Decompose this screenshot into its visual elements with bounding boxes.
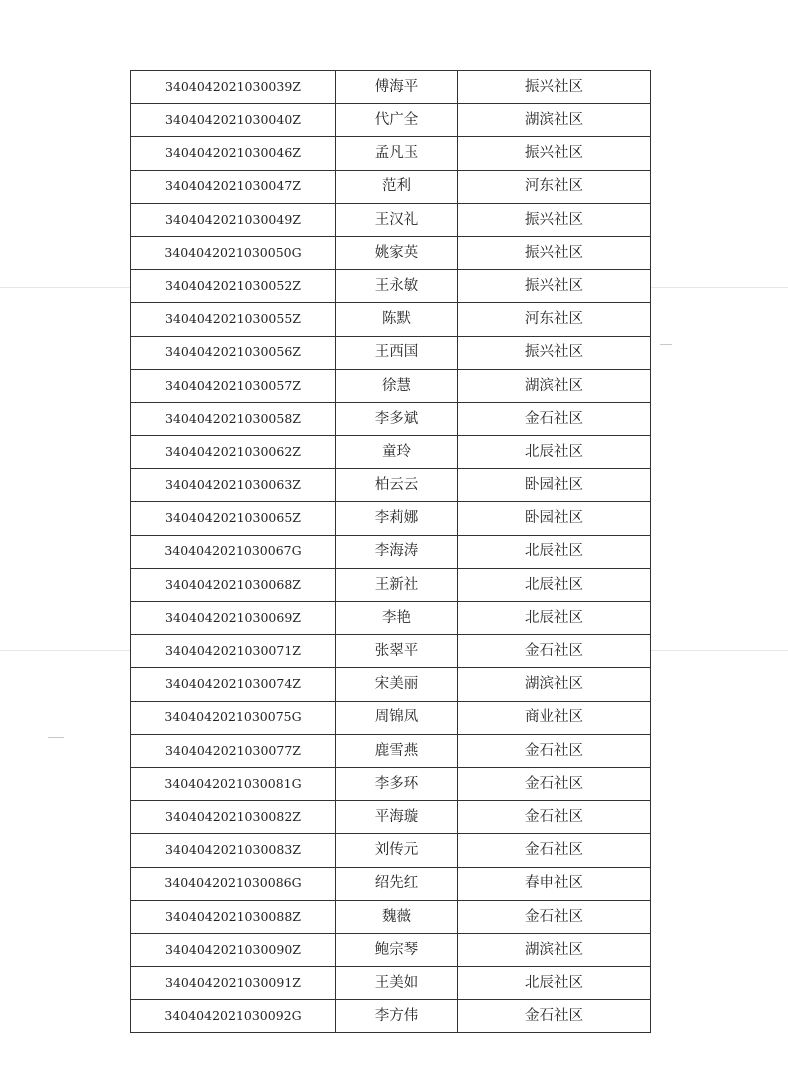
community-cell: 金石社区: [458, 900, 651, 933]
record-id-cell: 3404042021030062Z: [131, 436, 336, 469]
person-name-cell: 柏云云: [336, 469, 458, 502]
community-cell: 振兴社区: [458, 203, 651, 236]
person-name-cell: 童玲: [336, 436, 458, 469]
person-name-cell: 陈默: [336, 303, 458, 336]
table-row: [131, 203, 651, 236]
scan-artifact-line: [0, 287, 130, 288]
scan-artifact-line: [650, 287, 788, 288]
person-name-cell: 绍先红: [336, 867, 458, 900]
community-cell: 商业社区: [458, 701, 651, 734]
table-row: [131, 734, 651, 767]
community-cell: 湖滨社区: [458, 369, 651, 402]
table-row: [131, 137, 651, 170]
community-cell: 北辰社区: [458, 602, 651, 635]
table-row: [131, 336, 651, 369]
community-cell: 金石社区: [458, 767, 651, 800]
community-cell: 卧园社区: [458, 469, 651, 502]
record-id-cell: 3404042021030081G: [131, 767, 336, 800]
person-name-cell: 李多斌: [336, 402, 458, 435]
person-name-cell: 王汉礼: [336, 203, 458, 236]
community-cell: 春申社区: [458, 867, 651, 900]
community-cell: 金石社区: [458, 801, 651, 834]
record-id-cell: 3404042021030068Z: [131, 568, 336, 601]
person-name-cell: 魏薇: [336, 900, 458, 933]
community-cell: 北辰社区: [458, 436, 651, 469]
person-name-cell: 周锦凤: [336, 701, 458, 734]
table-row: [131, 635, 651, 668]
table-row: [131, 568, 651, 601]
table-row: [131, 469, 651, 502]
table-row: [131, 236, 651, 269]
record-id-cell: 3404042021030083Z: [131, 834, 336, 867]
person-name-cell: 李莉娜: [336, 502, 458, 535]
person-name-cell: 王美如: [336, 967, 458, 1000]
record-id-cell: 3404042021030075G: [131, 701, 336, 734]
record-id-cell: 3404042021030069Z: [131, 602, 336, 635]
community-cell: 北辰社区: [458, 967, 651, 1000]
person-name-cell: 刘传元: [336, 834, 458, 867]
person-name-cell: 徐慧: [336, 369, 458, 402]
record-id-cell: 3404042021030058Z: [131, 402, 336, 435]
community-cell: 河东社区: [458, 303, 651, 336]
community-cell: 金石社区: [458, 1000, 651, 1033]
table-row: [131, 303, 651, 336]
table-row: [131, 104, 651, 137]
person-name-cell: 平海璇: [336, 801, 458, 834]
person-name-cell: 傅海平: [336, 71, 458, 104]
table-row: [131, 602, 651, 635]
table-row: [131, 502, 651, 535]
table-row: [131, 900, 651, 933]
person-name-cell: 范利: [336, 170, 458, 203]
record-id-cell: 3404042021030074Z: [131, 668, 336, 701]
record-id-cell: 3404042021030063Z: [131, 469, 336, 502]
community-cell: 金石社区: [458, 834, 651, 867]
table-row: [131, 535, 651, 568]
person-name-cell: 王永敏: [336, 270, 458, 303]
record-id-cell: 3404042021030052Z: [131, 270, 336, 303]
record-id-cell: 3404042021030065Z: [131, 502, 336, 535]
person-name-cell: 李方伟: [336, 1000, 458, 1033]
record-id-cell: 3404042021030055Z: [131, 303, 336, 336]
record-id-cell: 3404042021030050G: [131, 236, 336, 269]
table-row: [131, 967, 651, 1000]
record-id-cell: 3404042021030091Z: [131, 967, 336, 1000]
record-id-cell: 3404042021030086G: [131, 867, 336, 900]
table-row: [131, 71, 651, 104]
record-id-cell: 3404042021030082Z: [131, 801, 336, 834]
record-id-cell: 3404042021030088Z: [131, 900, 336, 933]
table-row: [131, 270, 651, 303]
table-row: [131, 801, 651, 834]
community-cell: 振兴社区: [458, 71, 651, 104]
person-name-cell: 孟凡玉: [336, 137, 458, 170]
records-table-body: [131, 71, 651, 1033]
scan-artifact-mark: [48, 737, 64, 738]
person-name-cell: 王新社: [336, 568, 458, 601]
person-name-cell: 代广全: [336, 104, 458, 137]
community-cell: 振兴社区: [458, 236, 651, 269]
table-row: [131, 767, 651, 800]
table-row: [131, 701, 651, 734]
scan-artifact-mark: [660, 344, 672, 345]
record-id-cell: 3404042021030092G: [131, 1000, 336, 1033]
community-cell: 金石社区: [458, 635, 651, 668]
community-cell: 金石社区: [458, 734, 651, 767]
record-id-cell: 3404042021030090Z: [131, 933, 336, 966]
table-row: [131, 436, 651, 469]
record-id-cell: 3404042021030049Z: [131, 203, 336, 236]
community-cell: 湖滨社区: [458, 104, 651, 137]
scan-artifact-line: [650, 650, 788, 651]
table-row: [131, 170, 651, 203]
record-id-cell: 3404042021030046Z: [131, 137, 336, 170]
record-id-cell: 3404042021030077Z: [131, 734, 336, 767]
person-name-cell: 李艳: [336, 602, 458, 635]
community-cell: 卧园社区: [458, 502, 651, 535]
person-name-cell: 李海涛: [336, 535, 458, 568]
community-cell: 金石社区: [458, 402, 651, 435]
community-cell: 振兴社区: [458, 336, 651, 369]
community-cell: 振兴社区: [458, 137, 651, 170]
person-name-cell: 宋美丽: [336, 668, 458, 701]
person-name-cell: 李多环: [336, 767, 458, 800]
community-cell: 北辰社区: [458, 535, 651, 568]
record-id-cell: 3404042021030056Z: [131, 336, 336, 369]
table-row: [131, 369, 651, 402]
table-row: [131, 1000, 651, 1033]
community-cell: 湖滨社区: [458, 668, 651, 701]
community-cell: 北辰社区: [458, 568, 651, 601]
person-name-cell: 张翠平: [336, 635, 458, 668]
record-id-cell: 3404042021030039Z: [131, 71, 336, 104]
record-id-cell: 3404042021030067G: [131, 535, 336, 568]
person-name-cell: 鲍宗琴: [336, 933, 458, 966]
record-id-cell: 3404042021030057Z: [131, 369, 336, 402]
record-id-cell: 3404042021030047Z: [131, 170, 336, 203]
scan-artifact-line: [0, 650, 130, 651]
table-row: [131, 402, 651, 435]
community-cell: 振兴社区: [458, 270, 651, 303]
record-id-cell: 3404042021030071Z: [131, 635, 336, 668]
table-row: [131, 933, 651, 966]
record-id-cell: 3404042021030040Z: [131, 104, 336, 137]
community-cell: 湖滨社区: [458, 933, 651, 966]
table-row: [131, 834, 651, 867]
person-name-cell: 王西国: [336, 336, 458, 369]
person-name-cell: 姚家英: [336, 236, 458, 269]
table-row: [131, 867, 651, 900]
person-name-cell: 鹿雪燕: [336, 734, 458, 767]
community-cell: 河东社区: [458, 170, 651, 203]
table-row: [131, 668, 651, 701]
records-table: [130, 70, 651, 1033]
